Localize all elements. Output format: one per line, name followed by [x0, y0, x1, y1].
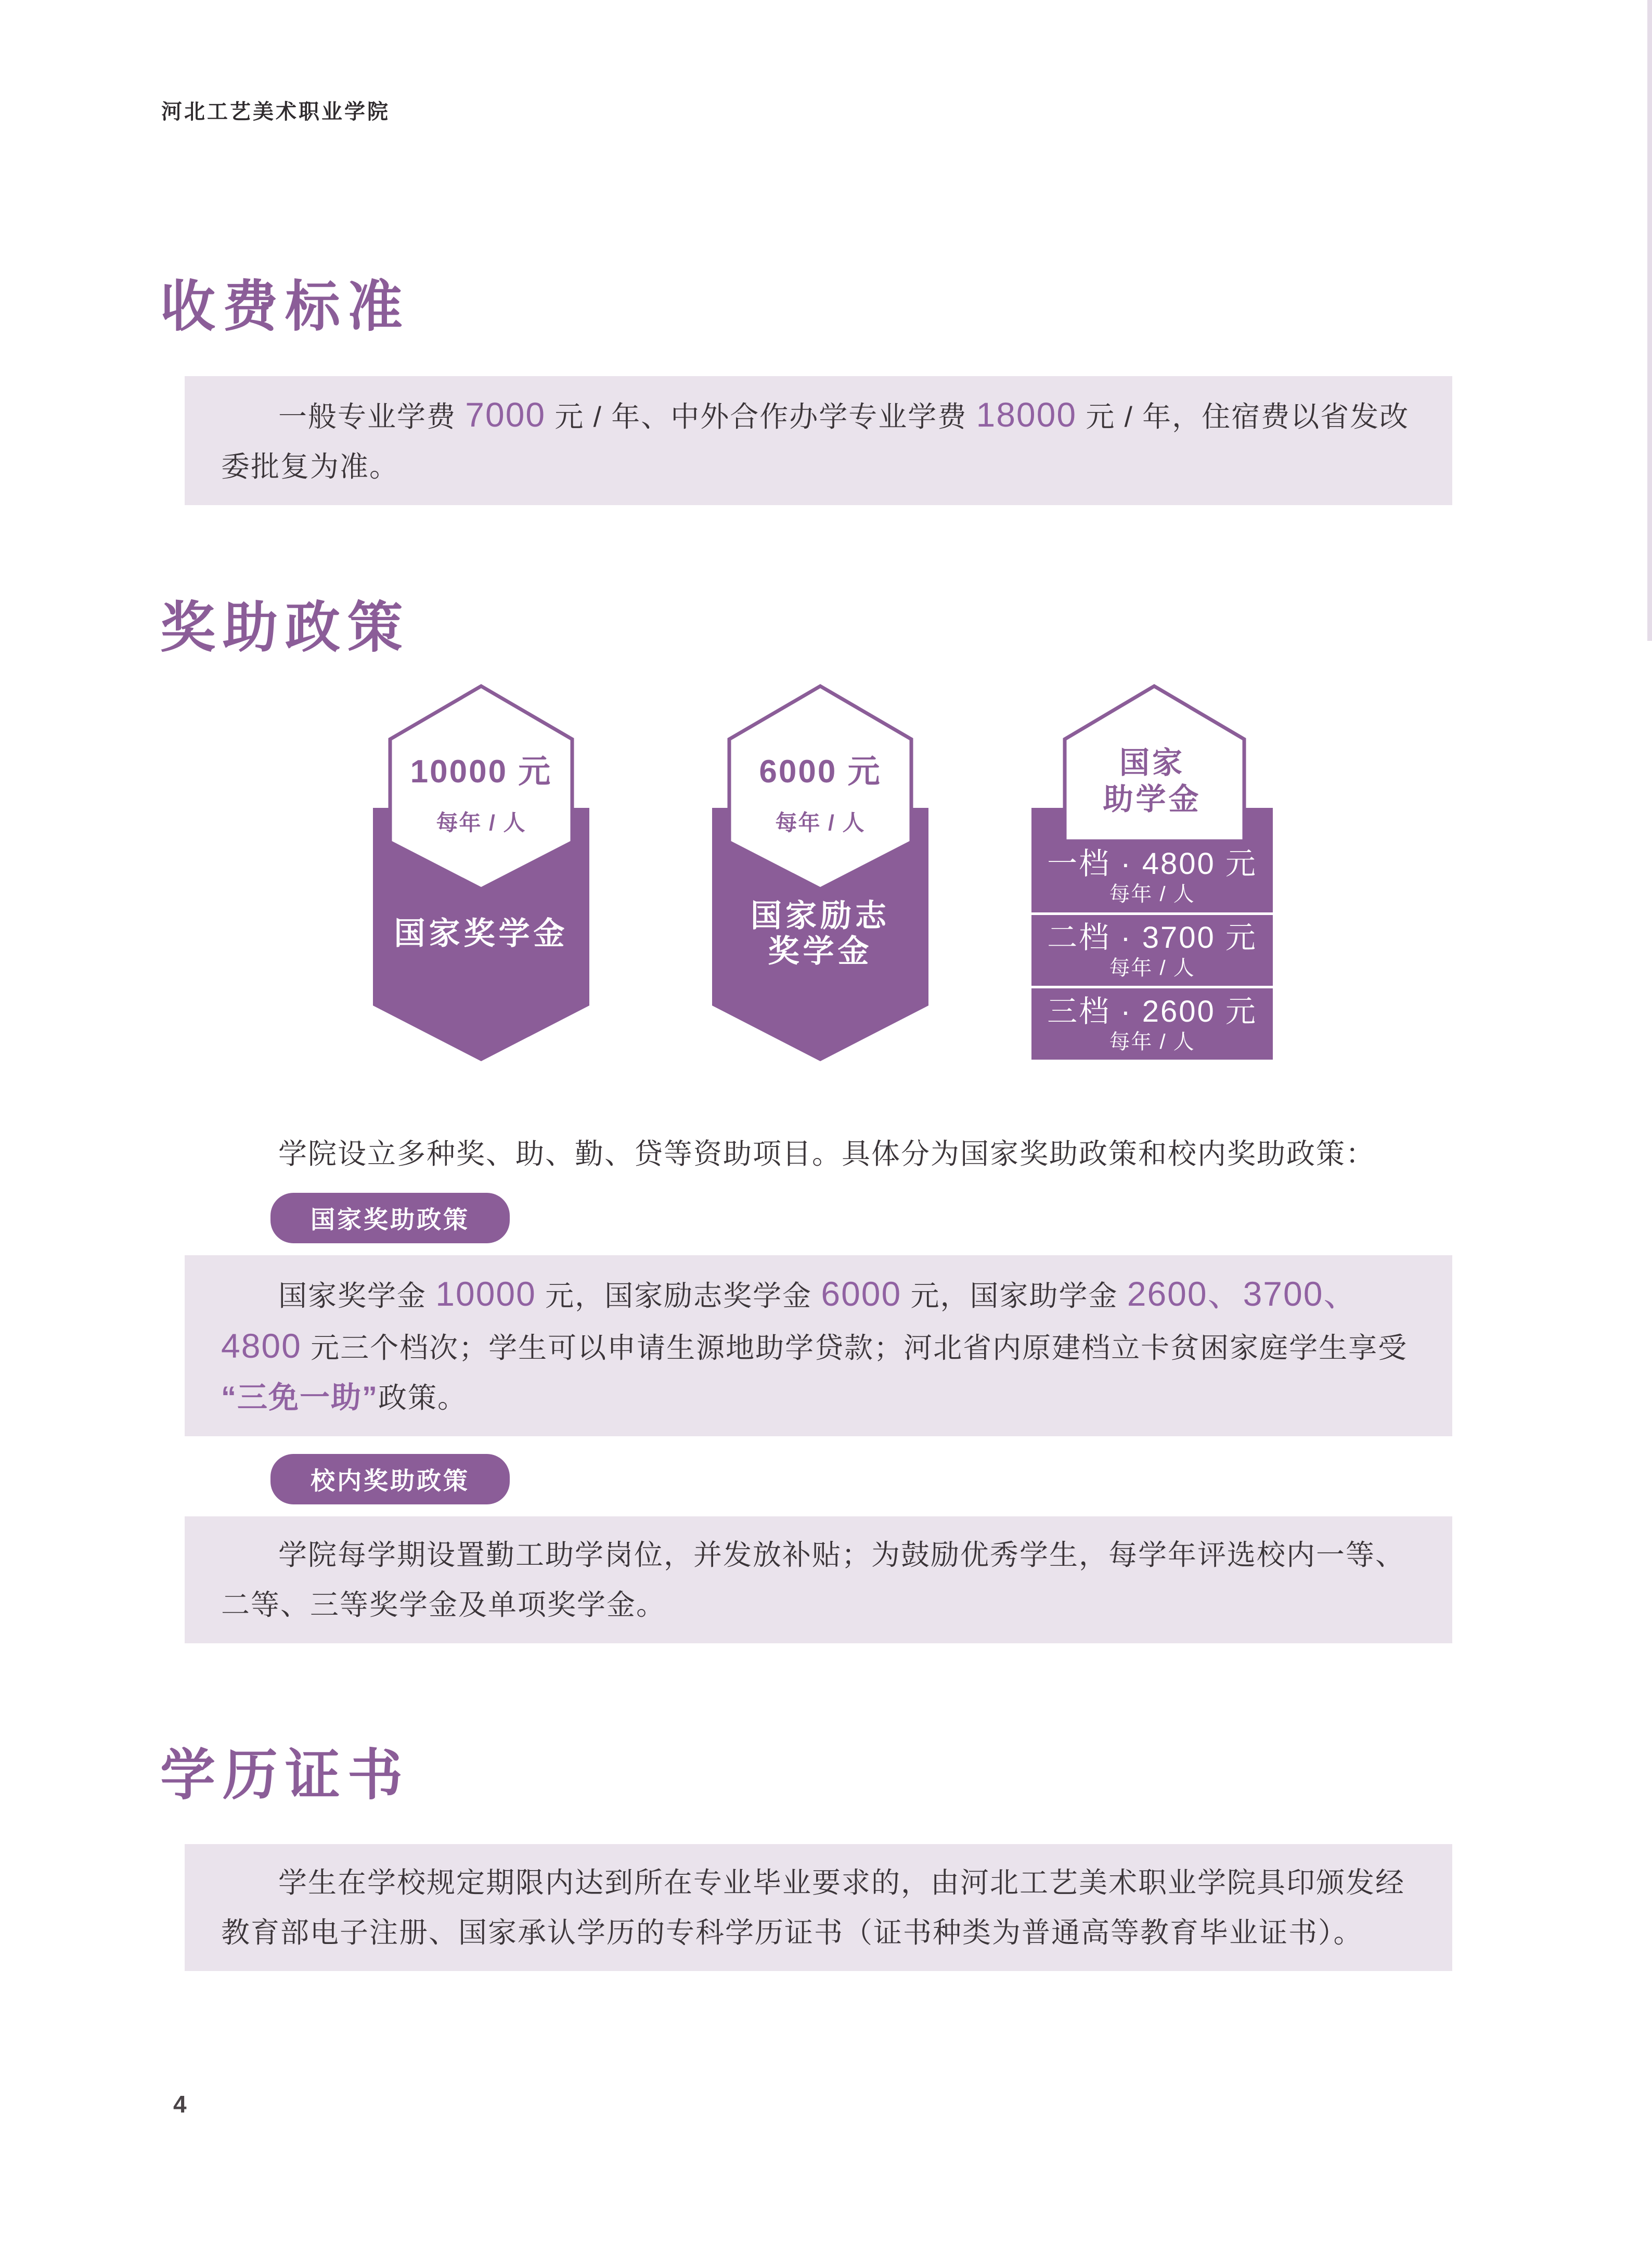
- grant-tier-row: [1031, 912, 1273, 986]
- badge-label: [1031, 745, 1273, 818]
- pill-campus-aid-policy: 校内奖助政策: [270, 1454, 510, 1504]
- tier-per-unit: 每年 / 人: [1109, 883, 1195, 906]
- hexagon-ribbon-shape: [712, 684, 928, 1061]
- section-title-diploma: 学历证书: [160, 1742, 410, 1807]
- badge-label-line: 国家: [1119, 746, 1185, 780]
- badge-per-unit: 每年 / 人: [436, 810, 526, 835]
- diploma-text: 学生在学校规定期限内达到所在专业毕业要求的，由河北工艺美术职业学院具印颁发经教育部电子注册、国家承认学历的专科学历证书（证书种类为普通高等教育毕业证书）。: [221, 1866, 1405, 1949]
- tier-amount: 三档 · 2600 元: [1047, 994, 1257, 1028]
- badge-label-line: 奖学金: [768, 934, 873, 969]
- fees-text: 一般专业学费 7000 元 / 年、中外合作办学专业学费 18000 元 / 年，住宿费以省发改委批复为准。: [221, 395, 1410, 483]
- grant-tier-row: [1031, 986, 1273, 1060]
- tier-amount: 二档 · 3700 元: [1047, 921, 1257, 955]
- badge-label-line: 助学金: [1103, 782, 1202, 816]
- badge-label-line: 国家励志: [751, 898, 890, 933]
- badge-label: 国家奖学金: [394, 916, 569, 951]
- section-title-aid: 奖助政策: [160, 595, 410, 660]
- diploma-box: [185, 1844, 1452, 1971]
- badge-amount: 10000 元: [410, 754, 552, 790]
- page-header-school-name: 河北工艺美术职业学院: [161, 100, 390, 123]
- pill-national-aid-policy: 国家奖助政策: [270, 1193, 510, 1243]
- hexagon-ribbon-shape: [373, 684, 589, 1061]
- badge-per-unit: 每年 / 人: [775, 810, 866, 835]
- national-aid-box: [185, 1255, 1452, 1436]
- badge-national-scholarship: [373, 684, 589, 1061]
- page-number: 4: [173, 2091, 187, 2118]
- national-aid-text: 国家奖学金 10000 元，国家励志奖学金 6000 元，国家助学金 2600、3700、4800 元三个档次；学生可以申请生源地助学贷款；河北省内原建档立卡贫困家庭学生享受“三免一助”政策。: [221, 1274, 1408, 1414]
- tier-amount: 一档 · 4800 元: [1047, 847, 1257, 881]
- badge-encouragement-scholarship: [712, 684, 928, 1061]
- grant-tier-list: [1031, 841, 1273, 1060]
- badge-label: [712, 898, 928, 969]
- badge-amount: 6000 元: [759, 754, 882, 790]
- grant-tier-row: [1031, 841, 1273, 912]
- tier-per-unit: 每年 / 人: [1109, 1030, 1195, 1053]
- section-title-fees: 收费标准: [160, 274, 410, 339]
- aid-intro-text: 学院设立多种奖、助、勤、贷等资助项目。具体分为国家奖助政策和校内奖助政策：: [278, 1138, 1376, 1170]
- badge-national-grant: [1031, 684, 1273, 1060]
- tier-per-unit: 每年 / 人: [1109, 957, 1195, 980]
- campus-aid-box: [185, 1516, 1452, 1643]
- fees-box: [185, 376, 1452, 505]
- campus-aid-text: 学院每学期设置勤工助学岗位，并发放补贴；为鼓励优秀学生，每学年评选校内一等、二等、三等奖学金及单项奖学金。: [221, 1539, 1405, 1621]
- page-edge-strip: [1647, 0, 1652, 641]
